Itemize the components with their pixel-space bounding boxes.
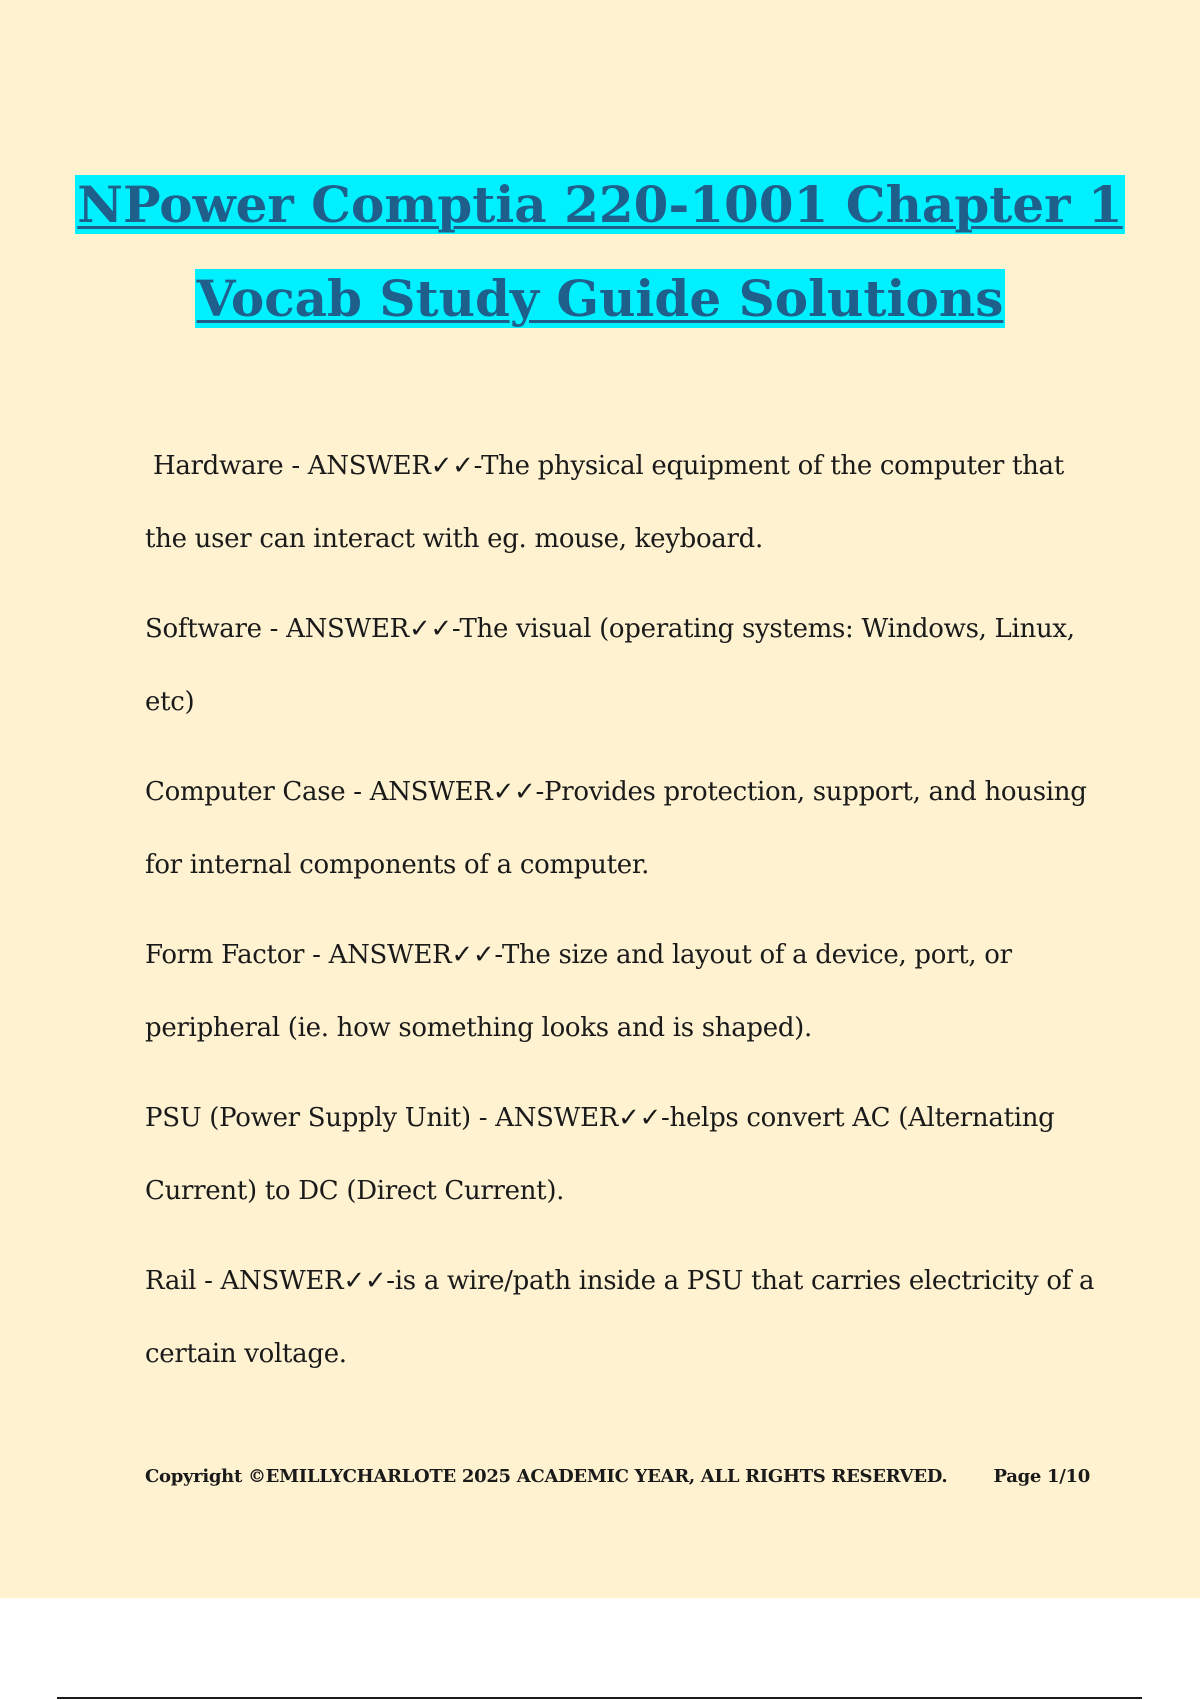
vocab-entry-software <box>145 593 1085 739</box>
vocab-entry-rail <box>145 1245 1095 1391</box>
entry-line: Hardware - ANSWER✓✓-The physical equipment of the computer that <box>145 451 1064 481</box>
vocab-entry-form-factor <box>145 919 1085 1065</box>
entry-line: Current) to DC (Direct Current). <box>145 1176 565 1206</box>
entry-line: Rail - ANSWER✓✓-is a wire/path inside a PSU that carries electricity of a <box>145 1266 1095 1296</box>
title-line-2: Vocab Study Guide Solutions <box>196 269 1004 328</box>
bottom-divider <box>57 1697 1142 1699</box>
title-line-1: NPower Comptia 220-1001 Chapter 1 <box>77 175 1123 234</box>
entry-line: etc) <box>145 687 195 717</box>
page-footer <box>145 1466 1090 1487</box>
entry-line: Computer Case - ANSWER✓✓-Provides protection, support, and housing <box>145 777 1087 807</box>
vocab-entry-hardware <box>145 430 1085 576</box>
entry-line: the user can interact with eg. mouse, keyboard. <box>145 524 763 554</box>
document-title <box>0 158 1200 346</box>
entry-line: certain voltage. <box>145 1339 347 1369</box>
entry-line: Form Factor - ANSWER✓✓-The size and layout of a device, port, or <box>145 940 1012 970</box>
vocab-entry-computer-case <box>145 756 1085 902</box>
entry-line: PSU (Power Supply Unit) - ANSWER✓✓-helps convert AC (Alternating <box>145 1103 1055 1133</box>
entry-line: peripheral (ie. how something looks and is shaped). <box>145 1013 812 1043</box>
vocab-entry-psu <box>145 1082 1085 1228</box>
entry-line: for internal components of a computer. <box>145 850 650 880</box>
page-number: Page 1/10 <box>993 1466 1090 1487</box>
vocab-entries <box>145 430 1095 1408</box>
entry-line: Software - ANSWER✓✓-The visual (operating systems: Windows, Linux, <box>145 614 1075 644</box>
copyright-notice: Copyright ©EMILLYCHARLOTE 2025 ACADEMIC YEAR, ALL RIGHTS RESERVED. <box>145 1466 948 1487</box>
